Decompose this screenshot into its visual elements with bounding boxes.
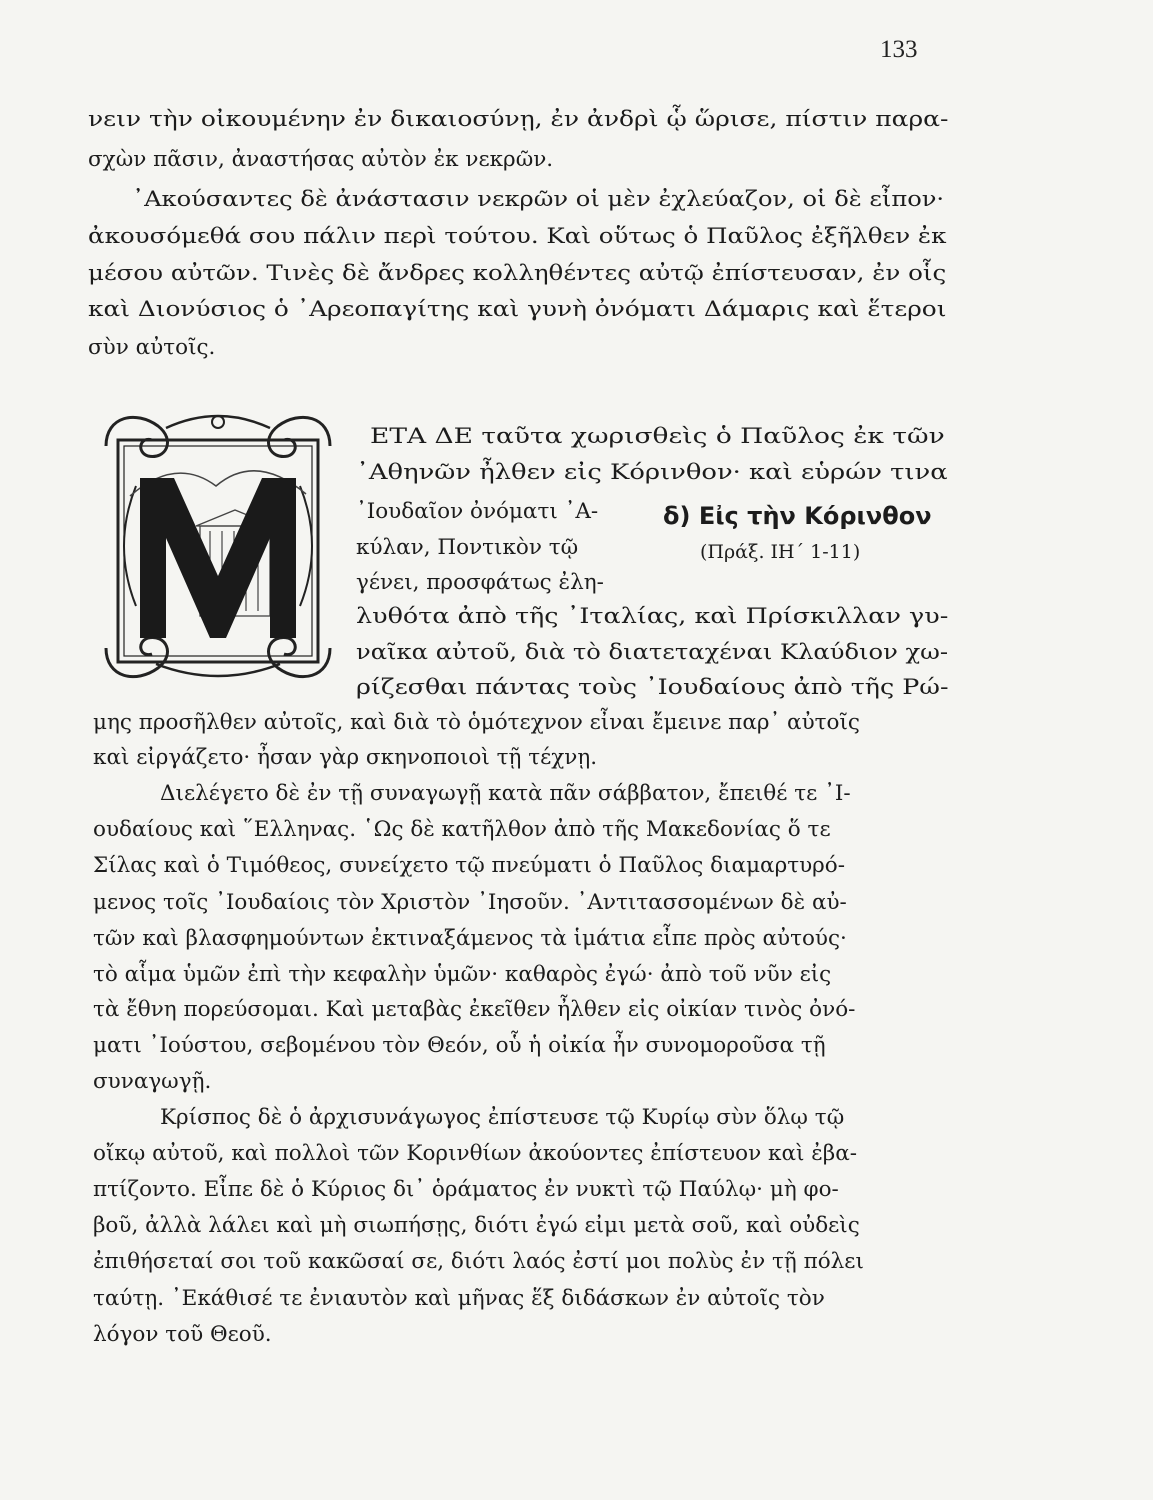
text-line: μης προσῆλθεν αὐτοῖς, καὶ διὰ τὸ ὁμότεχνον εἶναι ἔμεινε παρ᾿ αὐτοῖς xyxy=(93,710,860,735)
text-line: Σίλας καὶ ὁ Τιμόθεος, συνείχετο τῷ πνεύματι ὁ Παῦλος διαμαρτυρό- xyxy=(93,853,846,878)
text-line: ἐπιθήσεταί σοι τοῦ κακῶσαί σε, διότι λαός ἐστί μοι πολὺς ἐν τῇ πόλει xyxy=(93,1249,864,1274)
text-line: ᾿Ακούσαντες δὲ ἀνάστασιν νεκρῶν οἱ μὲν ἐχλεύαζον, οἱ δὲ εἶπον· xyxy=(132,187,945,212)
text-line: ταύτῃ. ᾿Εκάθισέ τε ἐνιαυτὸν καὶ μῆνας ἕξ διδάσκων ἐν αὐτοῖς τὸν xyxy=(93,1286,825,1311)
text-line: γένει, προσφάτως ἐλη- xyxy=(356,570,604,595)
text-line: πτίζοντο. Εἶπε δὲ ὁ Κύριος δι᾿ ὁράματος ἐν νυκτὶ τῷ Παύλῳ· μὴ φο- xyxy=(93,1177,839,1202)
text-line: ναῖκα αὐτοῦ, διὰ τὸ διατεταχέναι Κλαύδιον χω- xyxy=(356,640,949,665)
text-line: οἴκῳ αὐτοῦ, καὶ πολλοὶ τῶν Κορινθίων ἀκούοντες ἐπίστευον καὶ ἐβα- xyxy=(93,1141,857,1166)
decorative-initial xyxy=(96,406,340,688)
ornament-frame-icon xyxy=(96,406,340,688)
text-line: καὶ Διονύσιος ὁ ᾿Αρεοπαγίτης καὶ γυνὴ ὀνόματι Δάμαρις καὶ ἕτεροι xyxy=(88,297,947,322)
section-heading: δ) Εἰς τὴν Κόρινθον xyxy=(663,502,932,530)
text-line: ἀκουσόμεθά σου πάλιν περὶ τούτου. Καὶ οὕτως ὁ Παῦλος ἐξῆλθεν ἐκ xyxy=(88,224,947,249)
text-line: μέσου αὐτῶν. Τινὲς δὲ ἄνδρες κολληθέντες αὐτῷ ἐπίστευσαν, ἐν οἷς xyxy=(88,261,947,286)
text-line: μενος τοῖς ᾿Ιουδαίοις τὸν Χριστὸν ᾿Ιησοῦν. ᾿Αντιτασσομένων δὲ αὐ- xyxy=(93,890,847,915)
text-line: σὺν αὐτοῖς. xyxy=(88,335,216,360)
text-line: ρίζεσθαι πάντας τοὺς ᾿Ιουδαίους ἀπὸ τῆς Ρώ- xyxy=(356,675,949,700)
text-line: ουδαίους καὶ ῞Ελληνας. ῾Ως δὲ κατῆλθον ἀπὸ τῆς Μακεδονίας ὅ τε xyxy=(93,817,831,842)
text-line: συναγωγῇ. xyxy=(93,1069,212,1094)
text-line: ΕΤΑ ΔΕ ταῦτα χωρισθεὶς ὁ Παῦλος ἐκ τῶν xyxy=(370,424,945,449)
text-line: σχὼν πᾶσιν, ἀναστήσας αὐτὸν ἐκ νεκρῶν. xyxy=(88,147,554,172)
text-line: ματι ᾿Ιούστου, σεβομένου τὸν Θεόν, οὗ ἡ οἰκία ἦν συνομοροῦσα τῇ xyxy=(93,1033,826,1058)
text-line: τὰ ἔθνη πορεύσομαι. Καὶ μεταβὰς ἐκεῖθεν ἦλθεν εἰς οἰκίαν τινὸς ὀνό- xyxy=(93,997,856,1022)
text-line: λυθότα ἀπὸ τῆς ᾿Ιταλίας, καὶ Πρίσκιλλαν γυ- xyxy=(356,604,949,629)
text-line: ᾿Αθηνῶν ἦλθεν εἰς Κόρινθον· καὶ εὑρών τινα xyxy=(356,460,948,485)
text-line: βοῦ, ἀλλὰ λάλει καὶ μὴ σιωπήσῃς, διότι ἐγώ εἰμι μετὰ σοῦ, καὶ οὐδεὶς xyxy=(93,1213,860,1238)
text-line: Διελέγετο δὲ ἐν τῇ συναγωγῇ κατὰ πᾶν σάββατον, ἔπειθέ τε ᾿Ι- xyxy=(160,781,851,806)
text-line: τῶν καὶ βλασφημούντων ἐκτιναξάμενος τὰ ἱμάτια εἶπε πρὸς αὐτούς· xyxy=(93,926,847,951)
text-line: νειν τὴν οἰκουμένην ἐν δικαιοσύνῃ, ἐν ἀνδρὶ ᾧ ὥρισε, πίστιν παρα- xyxy=(88,107,949,132)
text-line: Κρίσπος δὲ ὁ ἀρχισυνάγωγος ἐπίστευσε τῷ Κυρίῳ σὺν ὅλῳ τῷ xyxy=(160,1105,845,1130)
text-line: κύλαν, Ποντικὸν τῷ xyxy=(356,535,579,560)
section-reference: (Πράξ. ΙΗ΄ 1-11) xyxy=(700,541,861,563)
page-number: 133 xyxy=(880,36,918,63)
text-line: τὸ αἷμα ὑμῶν ἐπὶ τὴν κεφαλὴν ὑμῶν· καθαρὸς ἐγώ· ἀπὸ τοῦ νῦν εἰς xyxy=(93,962,832,987)
text-line: ᾿Ιουδαῖον ὀνόματι ᾿Α- xyxy=(356,499,599,524)
text-line: καὶ εἰργάζετο· ἦσαν γὰρ σκηνοποιοὶ τῇ τέχνῃ. xyxy=(93,745,598,770)
text-line: λόγον τοῦ Θεοῦ. xyxy=(93,1322,272,1347)
